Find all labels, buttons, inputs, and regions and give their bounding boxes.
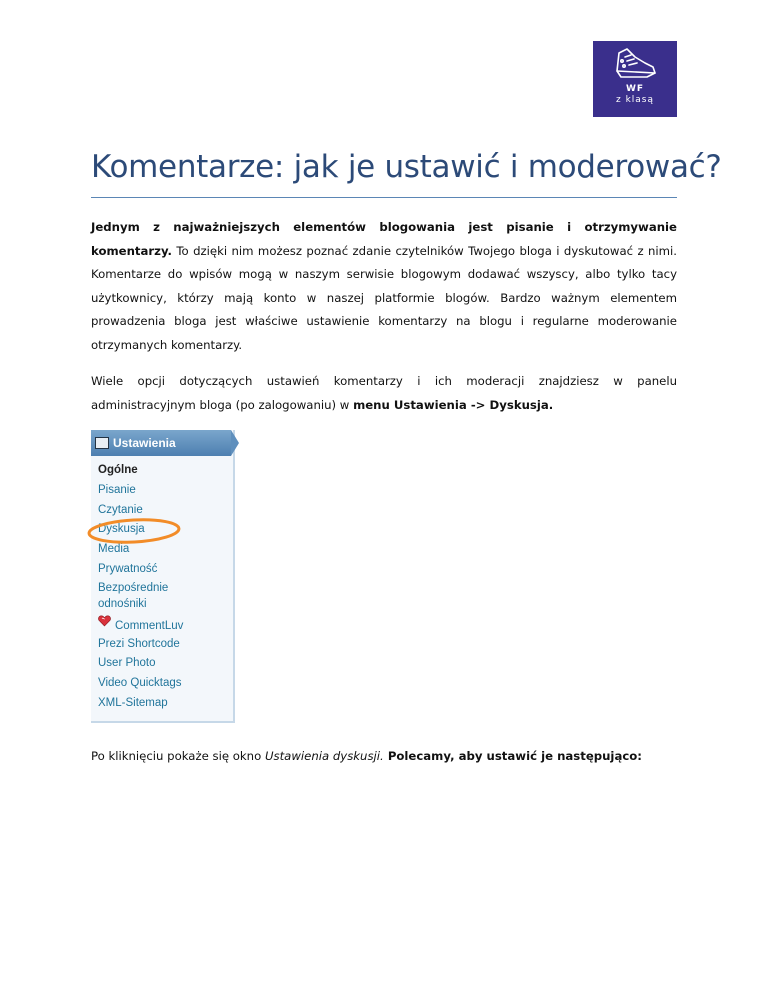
settings-menu-screenshot <box>91 430 235 723</box>
settings-dialog-paragraph <box>91 745 677 769</box>
menu-item-prezi-shortcode[interactable]: Prezi Shortcode <box>98 638 180 650</box>
settings-menu-header[interactable] <box>91 430 231 456</box>
menu-item-xml-sitemap[interactable]: XML-Sitemap <box>98 697 168 709</box>
menu-item-prywatnosc[interactable]: Prywatność <box>98 563 158 575</box>
settings-menu-title: Ustawienia <box>113 436 176 450</box>
title-divider <box>91 197 677 198</box>
menu-item-czytanie[interactable]: Czytanie <box>98 504 143 516</box>
page-title: Komentarze: jak je ustawić i moderować? <box>91 149 722 185</box>
intro-paragraph <box>91 216 677 357</box>
menu-item-media[interactable]: Media <box>98 543 130 555</box>
dialog-text: Po kliknięciu pokaże się okno <box>91 749 265 763</box>
menu-item-odnosniki[interactable]: odnośniki <box>98 598 147 610</box>
menu-item-commentluv[interactable]: CommentLuv <box>115 620 184 632</box>
menu-item-user-photo[interactable]: User Photo <box>98 657 156 669</box>
intro-text: To dzięki nim możesz poznać zdanie czytelników Twojego bloga i dyskutować z nimi. Komentarze do wpisów mogą w naszym serwisie blogowym dodawać wszyscy, albo tylko tacy użytkownicy, którzy mają konto w naszej platformie blogów. Bardzo ważnym elementem prowadzenia bloga jest właściwe ustawienie komentarzy na blogu i regularne moderowanie otrzymanych komentarzy. <box>91 243 677 352</box>
header-arrow-icon <box>231 430 239 456</box>
dialog-bold: Polecamy, aby ustawić je następująco: <box>383 749 642 763</box>
menu-item-pisanie[interactable]: Pisanie <box>98 484 136 496</box>
menu-item-dyskusja[interactable]: Dyskusja <box>98 523 145 535</box>
wf-z-klasa-logo <box>593 41 677 117</box>
logo-text-line1: WF <box>625 84 645 94</box>
dialog-italic: Ustawienia dyskusji. <box>264 749 384 763</box>
intro-bold-text: Jednym z najważniejszych elementów blogowania jest pisanie i otrzymywanie komentarzy. <box>91 220 677 258</box>
menu-path-paragraph <box>91 370 677 417</box>
menu-item-ogolne[interactable]: Ogólne <box>98 464 138 476</box>
menu-path-bold: menu Ustawienia -> Dyskusja. <box>353 397 554 412</box>
sneaker-icon <box>611 47 659 83</box>
highlight-oval <box>86 515 186 547</box>
settings-icon <box>95 437 109 449</box>
heart-icon <box>98 615 111 627</box>
menu-item-video-quicktags[interactable]: Video Quicktags <box>98 677 182 689</box>
menu-path-text: Wiele opcji dotyczących ustawień komentarzy i ich moderacji znajdziesz w panelu administracyjnym bloga (po zalogowaniu) w <box>91 374 677 412</box>
logo-text-line2: z klasą <box>615 95 655 105</box>
menu-item-bezposrednie[interactable]: Bezpośrednie <box>98 582 169 594</box>
